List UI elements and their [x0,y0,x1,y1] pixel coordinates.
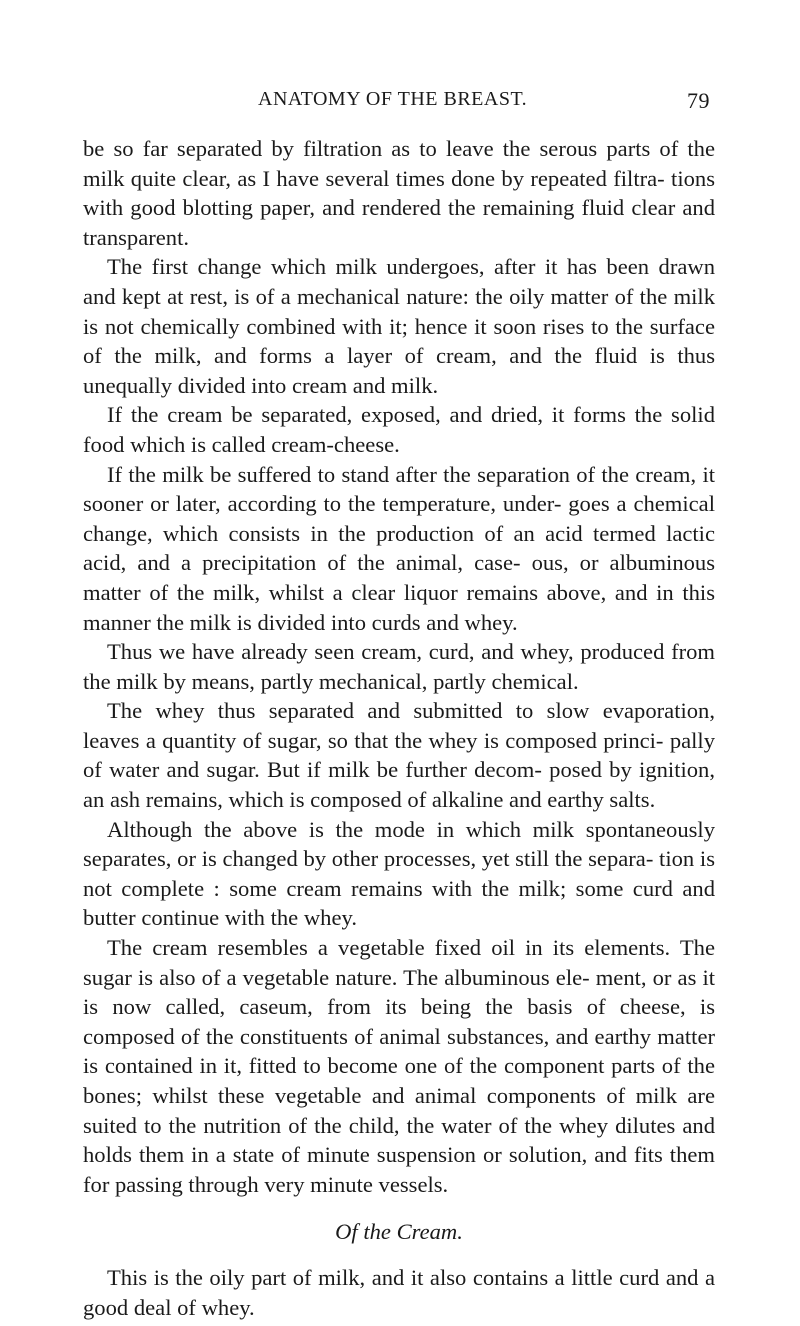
paragraph-whey-evaporation: The whey thus separated and submitted to slow evaporation, leaves a quantity of sugar, so that the whey is composed princi- pally of water and sugar. But if milk be further decom- posed by ignition, an ash remains, which is composed of alkaline and earthy salts. [83,698,715,813]
paragraph-continuation: be so far separated by filtration as to leave the serous parts of the milk quite clear, as I have several times done by repeated filtra- tions with good blotting paper, and rendered the remaining fluid clear and transparent. [83,136,715,250]
paragraph-cream-curd-whey: Thus we have already seen cream, curd, and whey, produced from the milk by means, partly mechanical, partly chemical. [83,639,715,694]
paragraph-cream-definition: This is the oily part of milk, and it also contains a little curd and a good deal of whey. [83,1264,715,1320]
page-number: 79 [687,88,710,113]
paragraph-lactic-acid: If the milk be suffered to stand after the separation of the cream, it sooner or later, according to the temperature, under- goes a chemical change, which consists in the production of an acid termed lactic acid, and a precipitation of the animal, case- ous, or albuminous matter of the milk, whilst a clear liquor remains above, and in this manner the milk is divided into curds and whey. [83,461,715,635]
body-text [83,134,715,1322]
paragraph-first-change: The first change which milk undergoes, after it has been drawn and kept at rest, is of a mechanical nature: the oily matter of the milk is not chemically combined with it; hence it soon rises to the surface of the milk, and forms a layer of cream, and the fluid is thus unequally divided into cream and milk. [83,254,715,398]
running-head: ANATOMY OF THE BREAST. [258,88,528,110]
section-heading: Of the Cream. [335,1219,463,1245]
paragraph-cream-cheese: If the cream be separated, exposed, and dried, it forms the solid food which is called cream-cheese. [83,402,715,457]
paragraph-components: The cream resembles a vegetable fixed oil in its elements. The sugar is also of a vegetable nature. The albuminous ele- ment, or as it is now called, caseum, from its being the basis of cheese, is composed of the constituents of animal substances, and earthy matter is contained in it, fitted to become one of the component parts of the bones; whilst these vegetable and animal components of milk are suited to the nutrition of the child, the water of the whey dilutes and holds them in a state of minute suspension or solution, and fits them for passing through very minute vessels. [83,935,715,1197]
page-header [258,88,710,116]
paragraph-separation-incomplete: Although the above is the mode in which milk spontaneously separates, or is changed by other processes, yet still the separa- tion is not complete : some cream remains with the milk; some curd and butter continue with the whey. [83,816,715,931]
